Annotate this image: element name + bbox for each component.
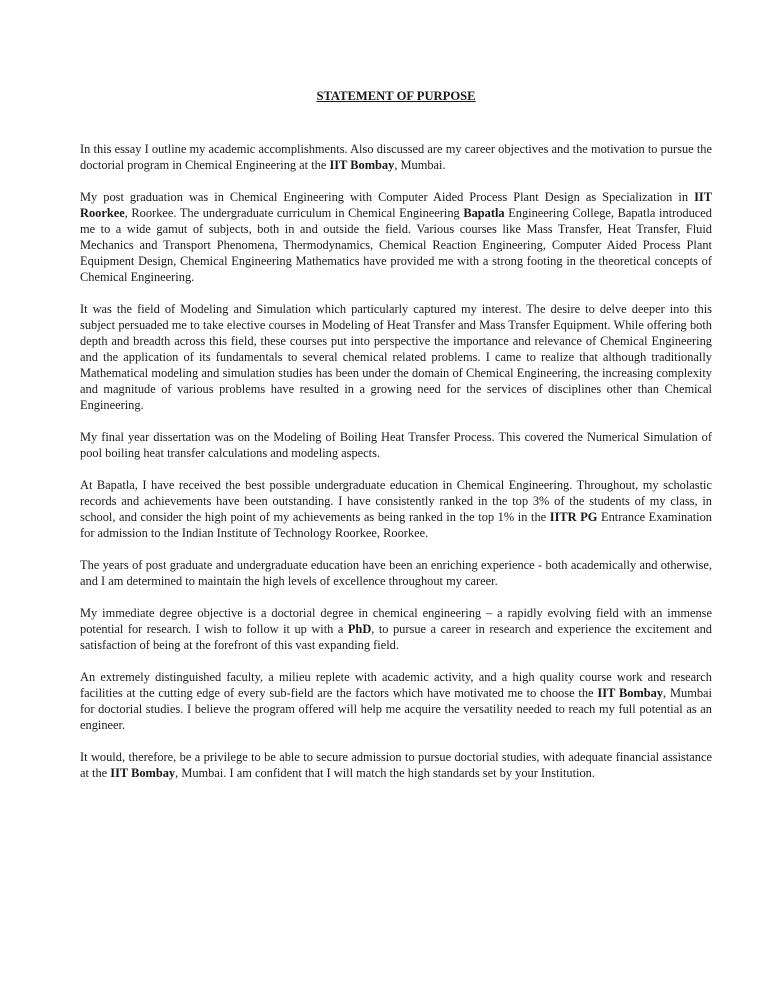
text-run: My immediate degree objective is a doctorial degree in chemical engineering – a rapidly evolving field with an immense potential for research. I wish to follow it up with a bbox=[80, 606, 712, 636]
bold-text: PhD bbox=[347, 622, 372, 636]
text-run: In this essay I outline my academic accomplishments. Also discussed are my career objectives and the motivation to pursue the doctorial program in Chemical Engineering at the bbox=[80, 142, 712, 172]
text-run: , Roorkee. The undergraduate curriculum in Chemical Engineering bbox=[124, 206, 464, 220]
document-page bbox=[80, 88, 712, 797]
bold-text: IIT Bombay bbox=[110, 766, 176, 780]
text-run: Engineering College, Bapatla introduced me to a wide gamut of subjects, both in and outside the field. Various courses like Mass Transfer, Heat Transfer, Fluid Mechanics and Transport Phenomena, Thermodynamics, Chemical Reaction Engineering, Computer Aided Process Plant Equipment Design, Chemical Engineering Mathematics have provided me with a strong footing in the theoretical concepts of Chemical Engineering. bbox=[80, 206, 712, 284]
text-run: An extremely distinguished faculty, a milieu replete with academic activity, and a high quality course work and research facilities at the cutting edge of every sub-field are the factors which have motivated me to choose the bbox=[80, 670, 712, 700]
text-run: , Mumbai for doctorial studies. I believe the program offered will help me acquire the versatility needed to reach my full potential as an engineer. bbox=[80, 686, 712, 732]
text-run: My final year dissertation was on the Modeling of Boiling Heat Transfer Process. This covered the Numerical Simulation of pool boiling heat transfer calculations and modeling aspects. bbox=[80, 430, 712, 460]
text-run: The years of post graduate and undergraduate education have been an enriching experience - both academically and otherwise, and I am determined to maintain the high levels of excellence throughout my career. bbox=[80, 558, 712, 588]
text-run: , Mumbai. I am confident that I will match the high standards set by your Institution. bbox=[175, 766, 595, 780]
page-title: STATEMENT OF PURPOSE bbox=[316, 89, 476, 103]
text-run: At Bapatla, I have received the best possible undergraduate education in Chemical Engineering. Throughout, my scholastic records and achievements have been outstanding. I have consistently ranked in the top 3% of the students of my class, in school, and consider the high point of my achievements as being ranked in the top 1% in the bbox=[80, 478, 712, 524]
text-run: , to pursue a career in research and experience the excitement and satisfaction of being at the forefront of this vast expanding field. bbox=[80, 622, 712, 652]
paragraph bbox=[80, 477, 712, 541]
document-body bbox=[80, 141, 712, 781]
text-run: , Mumbai. bbox=[394, 158, 446, 172]
bold-text: IIT Bombay bbox=[597, 686, 664, 700]
paragraph bbox=[80, 749, 712, 781]
bold-text: IIT Bombay bbox=[329, 158, 395, 172]
bold-text: IIT Roorkee bbox=[80, 190, 712, 220]
paragraph bbox=[80, 429, 712, 461]
bold-text: Bapatla bbox=[463, 206, 505, 220]
bold-text: IITR PG bbox=[549, 510, 598, 524]
text-run: It was the field of Modeling and Simulation which particularly captured my interest. The desire to delve deeper into this subject persuaded me to take elective courses in Modeling of Heat Transfer and Mass Transfer Equipment. While offering both depth and breadth across this field, these courses put into perspective the importance and relevance of Chemical Engineering and the application of its fundamentals to several chemical related problems. I came to realize that although traditionally Mathematical modeling and simulation studies has been under the domain of Chemical Engineering, the increasing complexity and magnitude of various problems have resulted in a growing need for the services of disciplines other than Chemical Engineering. bbox=[80, 302, 712, 412]
text-run: My post graduation was in Chemical Engineering with Computer Aided Process Plant Design as Specialization in bbox=[80, 190, 695, 204]
paragraph bbox=[80, 669, 712, 733]
paragraph bbox=[80, 605, 712, 653]
paragraph bbox=[80, 301, 712, 413]
paragraph bbox=[80, 141, 712, 173]
paragraph bbox=[80, 189, 712, 285]
paragraph bbox=[80, 557, 712, 589]
text-run: Entrance Examination for admission to the Indian Institute of Technology Roorkee, Roorkee. bbox=[80, 510, 712, 540]
text-run: It would, therefore, be a privilege to be able to secure admission to pursue doctorial studies, with adequate financial assistance at the bbox=[80, 750, 712, 780]
